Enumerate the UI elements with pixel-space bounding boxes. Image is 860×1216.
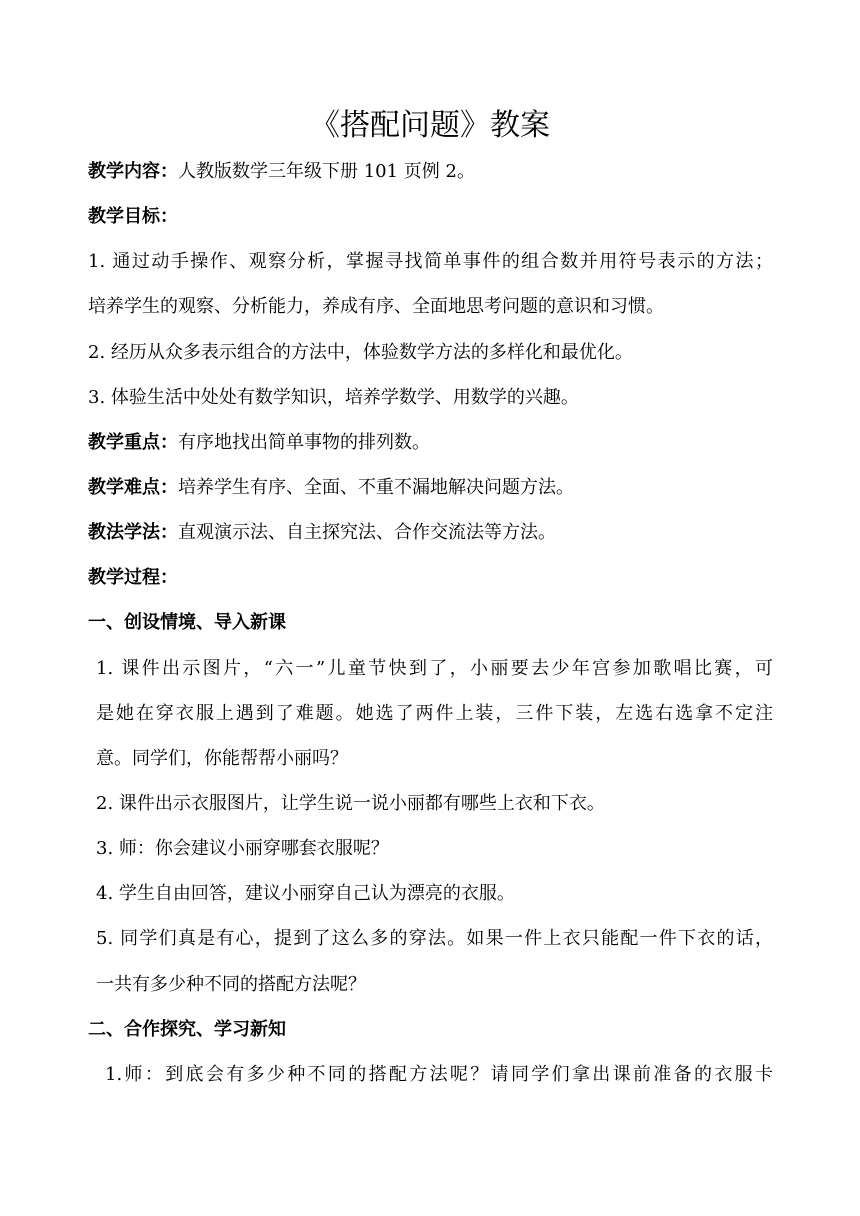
section-2-para-1-line-1: 1.师：到底会有多少种不同的搭配方法呢？请同学们拿出课前准备的衣服卡 bbox=[105, 1064, 773, 1085]
section-1-para-1-line-3: 意。同学们，你能帮帮小丽吗？ bbox=[96, 748, 348, 769]
section-1-para-2: 2. 课件出示衣服图片，让学生说一说小丽都有哪些上衣和下衣。 bbox=[96, 793, 605, 814]
teaching-objectives-label: 教学目标： bbox=[88, 206, 178, 227]
key-point-line bbox=[88, 429, 430, 457]
objective-3: 3. 体验生活中处处有数学知识，培养学数学、用数学的兴趣。 bbox=[88, 387, 579, 408]
objective-1-line-1: 1. 通过动手操作、观察分析，掌握寻找简单事件的组合数并用符号表示的方法； bbox=[88, 251, 773, 272]
difficulty-label: 教学难点： bbox=[88, 477, 178, 498]
methods-label: 教法学法： bbox=[88, 522, 178, 543]
document-title: 《搭配问题》教案 bbox=[310, 108, 550, 143]
objective-1-line-2: 培养学生的观察、分析能力，养成有序、全面地思考问题的意识和习惯。 bbox=[88, 296, 664, 317]
difficulty-text: 培养学生有序、全面、不重不漏地解决问题方法。 bbox=[178, 477, 574, 498]
methods-line bbox=[88, 519, 556, 547]
objective-2: 2. 经历从众多表示组合的方法中，体验数学方法的多样化和最优化。 bbox=[88, 342, 633, 363]
teaching-process-label: 教学过程： bbox=[88, 567, 178, 588]
section-1-para-5-line-1: 5. 同学们真是有心，提到了这么多的穿法。如果一件上衣只能配一件下衣的话， bbox=[96, 928, 773, 949]
teaching-content-text: 人教版数学三年级下册 101 页例 2。 bbox=[178, 161, 475, 182]
difficulty-line bbox=[88, 474, 574, 502]
section-2-heading: 二、合作探究、学习新知 bbox=[88, 1019, 286, 1040]
section-1-para-4: 4. 学生自由回答，建议小丽穿自己认为漂亮的衣服。 bbox=[96, 883, 515, 904]
section-1-para-1-line-1: 1. 课件出示图片，“六一”儿童节快到了，小丽要去少年宫参加歌唱比赛，可 bbox=[96, 658, 773, 679]
section-1-para-5-line-2: 一共有多少种不同的搭配方法呢？ bbox=[96, 974, 366, 995]
section-1-heading: 一、创设情境、导入新课 bbox=[88, 612, 286, 633]
methods-text: 直观演示法、自主探究法、合作交流法等方法。 bbox=[178, 522, 556, 543]
section-1-para-1-line-2: 是她在穿衣服上遇到了难题。她选了两件上装，三件下装，左选右选拿不定注 bbox=[96, 703, 773, 724]
section-1-para-3: 3. 师：你会建议小丽穿哪套衣服呢？ bbox=[96, 838, 389, 859]
teaching-content-label: 教学内容： bbox=[88, 161, 178, 182]
teaching-content-line bbox=[88, 158, 475, 186]
key-point-text: 有序地找出简单事物的排列数。 bbox=[178, 432, 430, 453]
key-point-label: 教学重点： bbox=[88, 432, 178, 453]
